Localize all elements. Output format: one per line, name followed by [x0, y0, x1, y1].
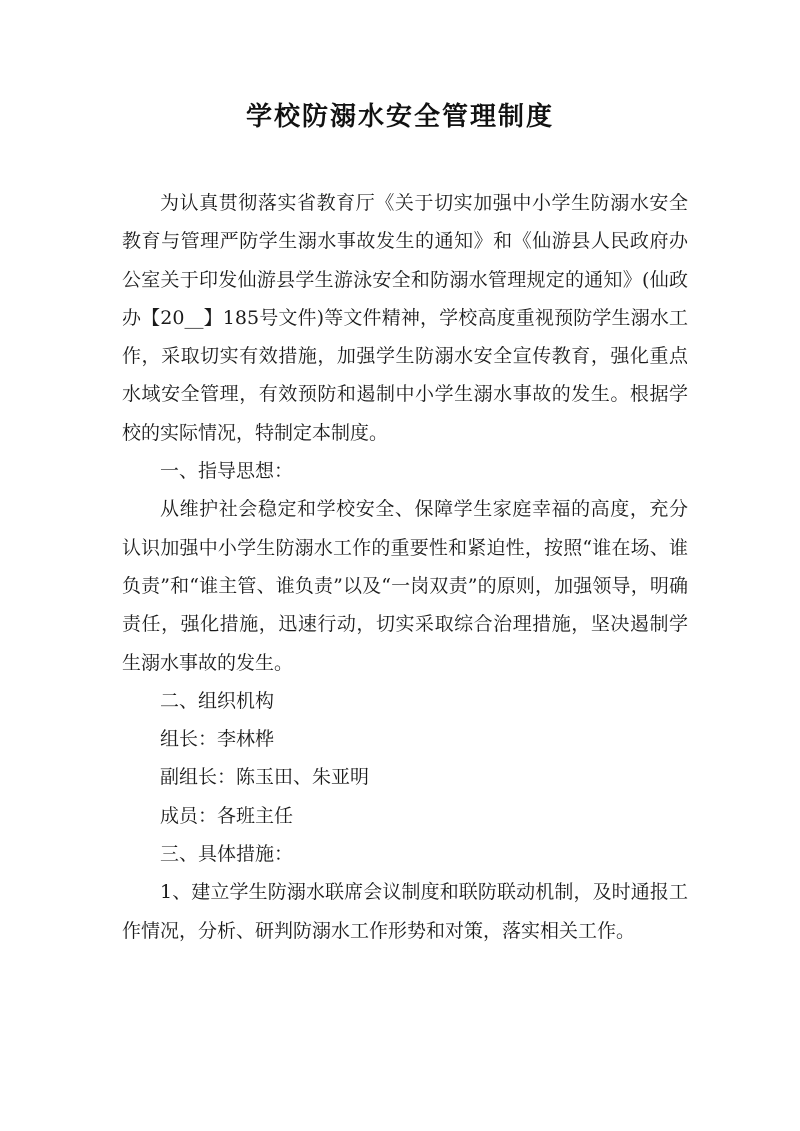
deputy-leader-line: 副组长：陈玉田、朱亚明 [160, 766, 370, 789]
intro-paragraph: 为认真贯彻落实省教育厅《关于切实加强中小学生防溺水安全教育与管理严防学生溺水事故发生的通知》和《仙游县人民政府办公室关于印发仙游县学生游泳安全和防溺水管理规定的通知》(仙政办【20__】185号文件)等文件精神，学校高度重视预防学生溺水工作，采取切实有效措施，加强学生防溺水安全宣传教育，强化重点水域安全管理，有效预防和遏制中小学生溺水事故的发生。根据学校的实际情况，特制定本制度。 [122, 192, 688, 444]
section-heading-organization: 二、组织机构 [160, 689, 275, 712]
measure-item-1: 1、建立学生防溺水联席会议制度和联防联动机制，及时通报工作情况，分析、研判防溺水工作形势和对策，落实相关工作。 [122, 881, 688, 942]
document-body [122, 184, 688, 950]
document-title: 学校防溺水安全管理制度 [245, 102, 554, 132]
team-leader-line: 组长：李林桦 [160, 728, 275, 751]
section-heading-measures: 三、具体措施： [160, 843, 294, 866]
section-heading-guiding-ideology: 一、指导思想： [160, 460, 294, 483]
members-line: 成员：各班主任 [160, 804, 294, 827]
guiding-ideology-paragraph: 从维护社会稳定和学校安全、保障学生家庭幸福的高度，充分认识加强中小学生防溺水工作的重要性和紧迫性，按照“谁在场、谁负责”和“谁主管、谁负责”以及“一岗双责”的原则，加强领导，明确责任，强化措施，迅速行动，切实采取综合治理措施，坚决遏制学生溺水事故的发生。 [122, 498, 688, 674]
